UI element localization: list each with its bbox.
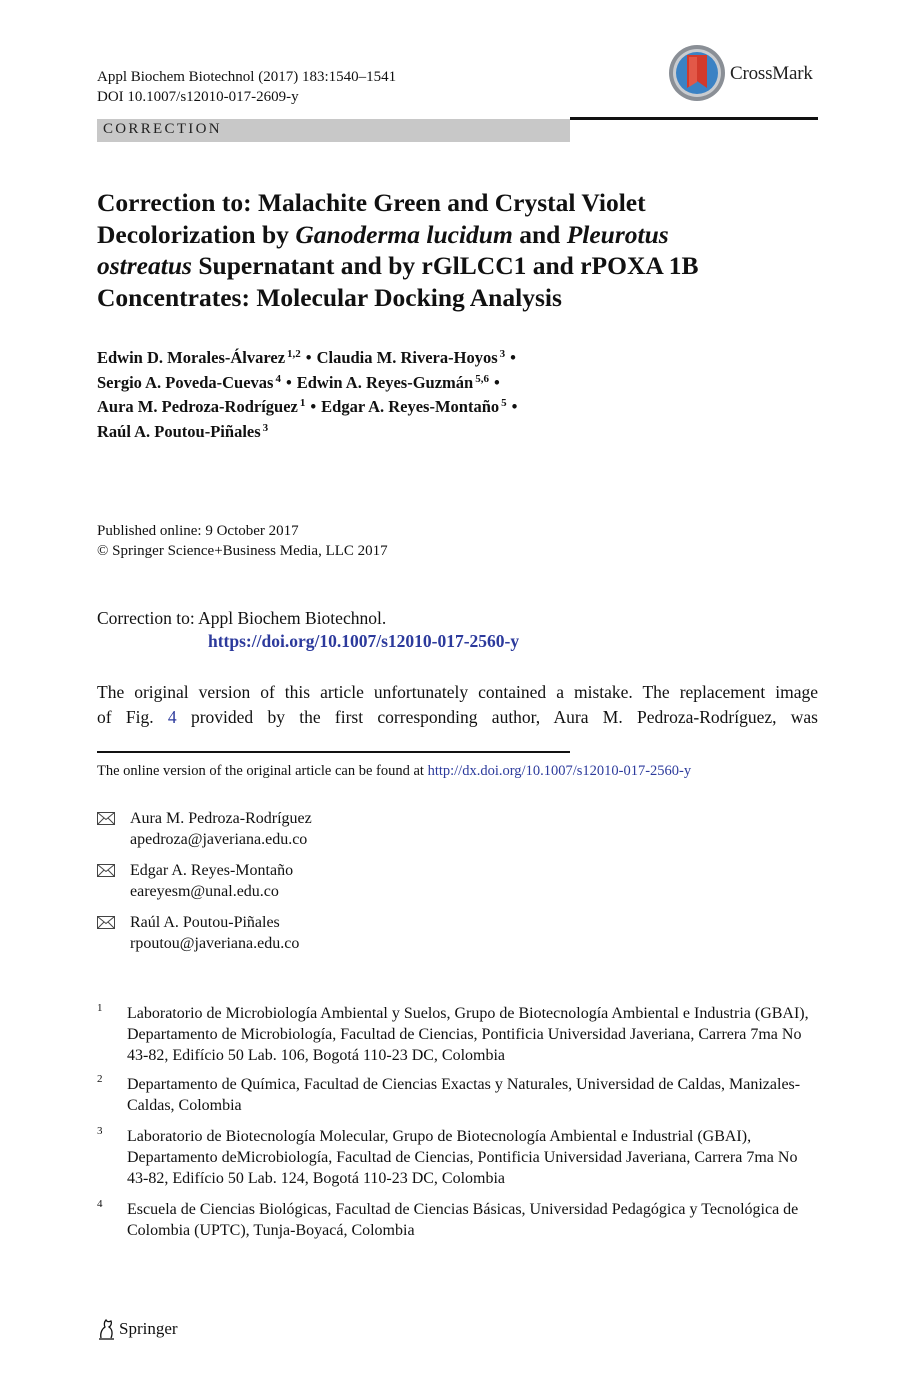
- contact-name: Raúl A. Poutou-Piñales: [130, 914, 280, 931]
- copyright-text: Springer Science+Business Media, LLC 2017: [112, 543, 388, 559]
- affiliation-number: 1: [97, 1002, 103, 1014]
- article-title: [97, 187, 757, 313]
- author-list: [97, 346, 797, 444]
- envelope-icon: [97, 812, 115, 825]
- envelope-icon: [97, 916, 115, 929]
- publisher-name: Springer: [119, 1319, 178, 1338]
- author-line: [97, 395, 797, 420]
- author-line: [97, 371, 797, 396]
- author-separator: •: [511, 397, 518, 416]
- header-rule: [570, 117, 818, 120]
- copyright-symbol: ©: [97, 543, 109, 559]
- author-separator: •: [310, 397, 317, 416]
- affiliation-number: 4: [97, 1198, 103, 1210]
- affiliation-text: Laboratorio de Biotecnología Molecular, Grupo de Biotecnología Ambiental e Industrial (GBAI), Departamento deMicrobiología, Facultad de Ciencias, Pontificia Universidad Javeriana, Carrera 7ma No 43-82, Edifício 50 Lab. 124, Bogotá 110-23 DC, Colombia: [127, 1128, 798, 1187]
- contact-name: Aura M. Pedroza-Rodríguez: [130, 810, 312, 827]
- section-label: CORRECTION: [103, 121, 222, 137]
- affiliation-number: 3: [97, 1125, 103, 1137]
- title-species-2: Pleurotus ostreatus: [97, 219, 669, 280]
- affiliation-number: 2: [97, 1073, 103, 1085]
- author-separator: •: [510, 348, 516, 367]
- original-article-doi-link[interactable]: https://doi.org/10.1007/s12010-017-2560-y: [208, 631, 520, 651]
- affiliation-text: Departamento de Química, Facultad de Ciencias Exactas y Naturales, Universidad de Caldas, Manizales-Caldas, Colombia: [127, 1076, 801, 1114]
- title-species-1: Ganoderma lucidum: [295, 219, 513, 249]
- online-version-note: [97, 763, 691, 780]
- springer-horse-icon: [97, 1318, 117, 1340]
- figure-reference-link[interactable]: 4: [167, 706, 177, 727]
- author-name: Edgar A. Reyes-Montaño: [321, 397, 500, 416]
- crossmark-badge[interactable]: [668, 44, 828, 104]
- contact-name: Edgar A. Reyes-Montaño: [130, 862, 294, 879]
- body-paragraph: [97, 680, 818, 729]
- doi-line: DOI 10.1007/s12010-017-2609-y: [97, 89, 299, 105]
- author-line: [97, 420, 797, 445]
- author-name: Aura M. Pedroza-Rodríguez: [97, 397, 298, 416]
- crossmark-label: CrossMark: [730, 63, 813, 84]
- author-affiliation-mark: 1: [299, 397, 306, 409]
- author-affiliation-mark: 3: [499, 348, 506, 360]
- journal-line: Appl Biochem Biotechnol (2017) 183:1540–1541: [97, 69, 397, 85]
- author-line: [97, 346, 797, 371]
- crossmark-logo-icon: [668, 44, 726, 102]
- author-affiliation-mark: 4: [275, 372, 281, 385]
- section-banner: [97, 119, 570, 142]
- body-line: [97, 705, 818, 730]
- title-part-3: and: [512, 219, 567, 249]
- affiliation-text: Escuela de Ciencias Biológicas, Facultad de Ciencias Básicas, Universidad Pedagógica y Tecnológica de Colombia (UPTC), Tunja-Boyacá, Colombia: [127, 1201, 799, 1239]
- author-separator: •: [305, 348, 312, 367]
- author-name: Sergio A. Poveda-Cuevas: [97, 372, 274, 392]
- author-name: Claudia M. Rivera-Hoyos: [316, 348, 498, 367]
- affiliation-text: Laboratorio de Microbiología Ambiental y Suelos, Grupo de Biotecnología Ambiental e Industria (GBAI), Departamento de Microbiología, Facultad de Ciencias, Pontificia Universidad Javeriana, Carrera 7ma No 43-82, Edifício 50 Lab. 106, Bogotá 110-23 DC, Colombia: [127, 1005, 809, 1064]
- author-name: Edwin D. Morales-Álvarez: [97, 348, 286, 367]
- correction-to: Correction to: Appl Biochem Biotechnol.: [97, 608, 387, 628]
- contact-email[interactable]: eareyesm@unal.edu.co: [130, 883, 279, 900]
- contact-email[interactable]: rpoutou@javeriana.edu.co: [130, 935, 300, 952]
- publication-info: [97, 521, 388, 561]
- author-separator: •: [493, 372, 500, 392]
- published-online: Published online: 9 October 2017: [97, 523, 299, 539]
- copyright-line: [97, 541, 388, 561]
- author-affiliation-mark: 1,2: [287, 348, 301, 360]
- author-separator: •: [285, 372, 292, 392]
- author-name: Edwin A. Reyes-Guzmán: [296, 372, 474, 392]
- body-text-fragment: of Fig.: [97, 706, 154, 727]
- online-version-link[interactable]: http://dx.doi.org/10.1007/s12010-017-2560-y: [427, 763, 692, 779]
- author-affiliation-mark: 3: [262, 421, 269, 434]
- author-affiliation-mark: 5,6: [475, 372, 489, 385]
- body-text-fragment: provided by the first corresponding author, Aura M. Pedroza-Rodríguez, was: [190, 706, 818, 727]
- author-name: Raúl A. Poutou-Piñales: [97, 421, 261, 441]
- body-line: The original version of this article unfortunately contained a mistake. The replacement image: [97, 682, 818, 702]
- footnote-rule: [97, 751, 570, 753]
- envelope-icon: [97, 864, 115, 877]
- title-part-1: Correction to: Malachite Green and Crystal Violet Decolorization by: [97, 188, 646, 249]
- author-affiliation-mark: 5: [501, 397, 507, 409]
- contact-email[interactable]: apedroza@javeriana.edu.co: [130, 831, 308, 848]
- title-part-5: Supernatant and by rGlLCC1 and rPOXA 1B Concentrates: Molecular Docking Analysis: [97, 251, 699, 312]
- journal-citation: [97, 67, 396, 107]
- online-version-text: The online version of the original article can be found at: [97, 763, 424, 779]
